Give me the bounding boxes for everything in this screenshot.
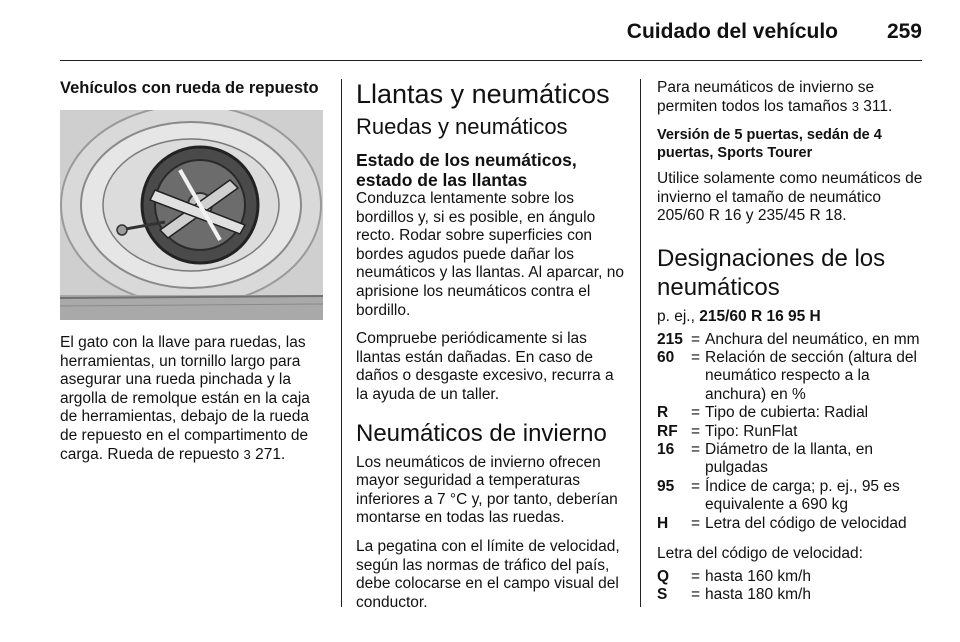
definition-description: Anchura del neumático, en mm bbox=[705, 330, 920, 348]
definition-equals: = bbox=[691, 514, 701, 532]
paragraph-winter-sizes bbox=[657, 79, 925, 116]
ref-page: 311. bbox=[863, 97, 893, 115]
paragraph-check-rims: Compruebe periódicamente si las llantas están dañadas. En caso de daños o desgaste excesivo, recurra a la ayuda de un taller. bbox=[356, 330, 614, 403]
header-divider bbox=[60, 60, 922, 61]
definition-equals: = bbox=[691, 348, 701, 366]
definition-description: Tipo: RunFlat bbox=[705, 422, 798, 440]
definition-term: RF bbox=[657, 422, 678, 440]
definition-row bbox=[657, 441, 925, 478]
ref-arrow-icon: 3 bbox=[243, 446, 251, 462]
definition-equals: = bbox=[691, 477, 701, 495]
column-divider-1 bbox=[341, 79, 342, 607]
definition-equals: = bbox=[691, 422, 701, 440]
definition-term: R bbox=[657, 404, 669, 422]
definition-term: 60 bbox=[657, 348, 675, 366]
definition-row bbox=[657, 349, 925, 404]
definition-term: 16 bbox=[657, 441, 675, 458]
figure-caption-text: El gato con la llave para ruedas, las herramientas, un tornillo largo para asegurar una rueda pinchada y la argolla de remolque están en la caja de herramientas, debajo de la rueda de repuesto en el compartimento de carga. Rueda de repuesto bbox=[60, 334, 310, 463]
speed-code-row bbox=[657, 568, 925, 586]
definition-equals: = bbox=[691, 586, 701, 604]
right-column bbox=[657, 79, 925, 604]
definition-equals: = bbox=[691, 567, 701, 585]
winter-sizes-text: Para neumáticos de invierno se permiten todos los tamaños bbox=[657, 79, 875, 115]
paragraph-speed-sticker: La pegatina con el límite de velocidad, según las normas de tráfico del país, debe colocarse en el campo visual del conductor. bbox=[356, 537, 620, 611]
left-column bbox=[60, 79, 328, 474]
section-title: Llantas y neumáticos bbox=[356, 79, 610, 109]
definition-term: 95 bbox=[657, 477, 675, 495]
example-line bbox=[657, 308, 925, 327]
version-note: Versión de 5 puertas, sedán de 4 puertas, Sports Tourer bbox=[657, 127, 882, 162]
designation-list bbox=[657, 331, 925, 533]
ref-page: 271. bbox=[255, 445, 286, 463]
definition-description: Diámetro de la llanta, en pulgadas bbox=[705, 441, 874, 477]
tyre-condition-heading: Estado de los neumáticos, estado de las llantas bbox=[356, 150, 577, 190]
spare-wheel-figure bbox=[60, 110, 323, 320]
example-code: 215/60 R 16 95 H bbox=[699, 307, 821, 325]
header-title: Cuidado del vehículo bbox=[626, 20, 838, 43]
speed-code-label: Letra del código de velocidad: bbox=[657, 545, 863, 563]
example-prefix: p. ej., bbox=[657, 307, 695, 325]
page-number: 259 bbox=[886, 20, 922, 43]
ref-arrow-icon: 3 bbox=[851, 98, 859, 114]
winter-tyres-heading: Neumáticos de invierno bbox=[356, 419, 607, 447]
column-divider-2 bbox=[640, 79, 641, 607]
definition-equals: = bbox=[691, 330, 701, 348]
definition-term: H bbox=[657, 514, 669, 532]
definition-row bbox=[657, 404, 925, 422]
speed-code-list bbox=[657, 568, 925, 605]
subsection-title: Ruedas y neumáticos bbox=[356, 114, 568, 139]
definition-term: S bbox=[657, 586, 668, 604]
definition-row bbox=[657, 331, 925, 349]
spare-wheel-heading: Vehículos con rueda de repuesto bbox=[60, 79, 319, 97]
definition-description: Relación de sección (altura del neumático respecto a la anchura) en % bbox=[705, 348, 917, 403]
definition-description: Letra del código de velocidad bbox=[705, 514, 907, 532]
paragraph-curbs: Conduzca lentamente sobre los bordillos y, si es posible, en ángulo recto. Rodar sobre superficies con bordes agudos puede dañar los neumáticos y las llantas. Al aparcar, no aprisione los neumáticos contra el bordillo. bbox=[356, 190, 624, 319]
definition-description: Índice de carga; p. ej., 95 es equivalente a 690 kg bbox=[705, 477, 900, 514]
paragraph-winter-safety: Los neumáticos de invierno ofrecen mayor seguridad a temperaturas inferiores a 7 °C y, por tanto, deberían montarse en todas las ruedas. bbox=[356, 453, 618, 527]
definition-row bbox=[657, 478, 925, 515]
definition-row bbox=[657, 515, 925, 533]
definition-description: Tipo de cubierta: Radial bbox=[705, 404, 869, 422]
tyre-designations-heading: Designaciones de los neumáticos bbox=[657, 244, 886, 301]
definition-term: 215 bbox=[657, 330, 683, 348]
paragraph-tyre-sizes: Utilice solamente como neumáticos de invierno el tamaño de neumático 205/60 R 16 y 235/45 R 18. bbox=[657, 170, 923, 225]
definition-term: Q bbox=[657, 567, 670, 585]
definition-equals: = bbox=[691, 441, 701, 458]
definition-equals: = bbox=[691, 404, 701, 422]
spare-wheel-illustration bbox=[60, 110, 323, 320]
middle-column bbox=[356, 79, 626, 622]
definition-description: hasta 180 km/h bbox=[705, 586, 811, 604]
figure-caption bbox=[60, 334, 328, 464]
definition-description: hasta 160 km/h bbox=[705, 567, 811, 585]
speed-code-row bbox=[657, 586, 925, 604]
definition-row bbox=[657, 423, 925, 441]
